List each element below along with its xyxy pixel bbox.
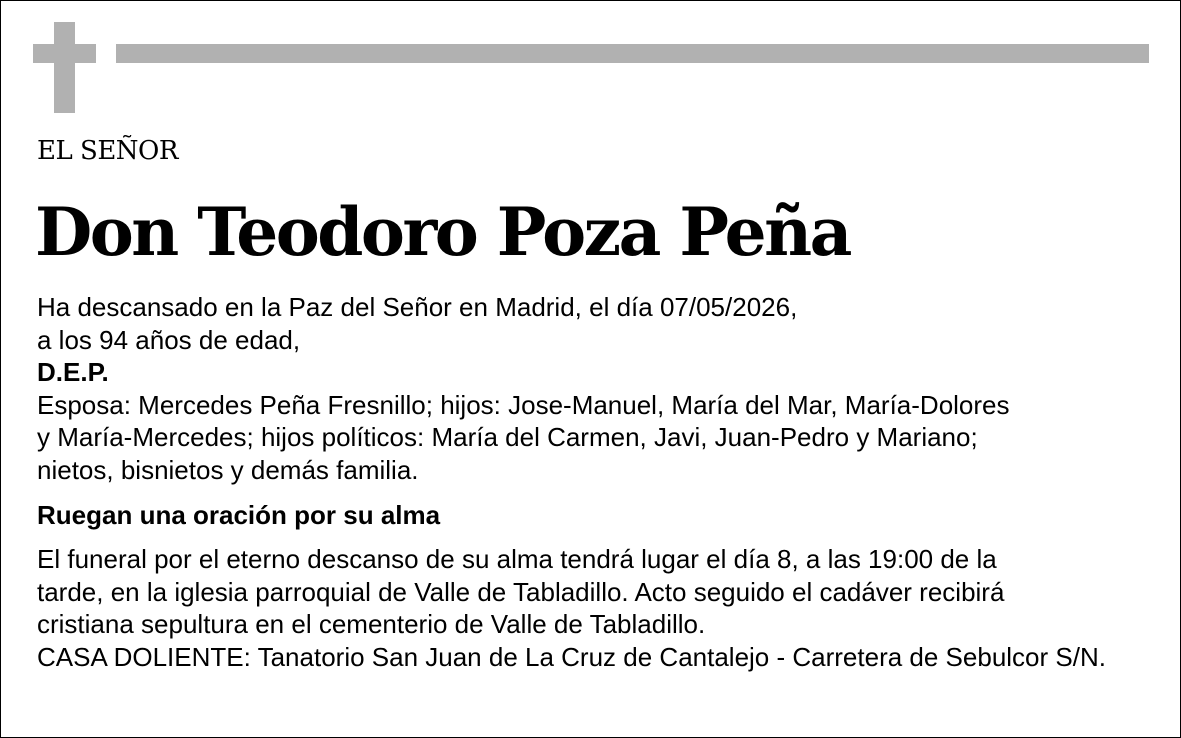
deceased-name: Don Teodoro Poza Peña bbox=[35, 193, 850, 271]
death-and-family-block bbox=[37, 291, 1010, 486]
casa-doliente-line: CASA DOLIENTE: Tanatorio San Juan de La Cruz de Cantalejo - Carretera de Sebulcor S/N. bbox=[37, 641, 1106, 672]
cross-horizontal-bar bbox=[33, 44, 96, 63]
prayer-request: Ruegan una oración por su alma bbox=[37, 500, 441, 530]
honorific-prefix: EL SEÑOR bbox=[37, 136, 178, 166]
death-place-date-line: Ha descansado en la Paz del Señor en Madrid, el día 07/05/2026, bbox=[37, 292, 798, 322]
funeral-line-2: tarde, en la iglesia parroquial de Valle de Tabladillo. Acto seguido el cadáver recibirá bbox=[37, 576, 1005, 607]
family-line-3: nietos, bisnietos y demás familia. bbox=[37, 454, 419, 485]
family-line-2: y María-Mercedes; hijos políticos: María del Carmen, Javi, Juan-Pedro y Mariano; bbox=[37, 422, 978, 452]
dep-label: D.E.P. bbox=[37, 357, 109, 387]
funeral-line-1: El funeral por el eterno descanso de su alma tendrá lugar el día 8, a las 19:00 de la bbox=[37, 544, 997, 574]
funeral-info-block bbox=[37, 543, 1106, 673]
age-line: a los 94 años de edad, bbox=[37, 324, 301, 355]
family-line-1: Esposa: Mercedes Peña Fresnillo; hijos: Jose-Manuel, María del Mar, María-Dolores bbox=[37, 389, 1010, 420]
header-rule bbox=[116, 44, 1149, 63]
cross-vertical-bar bbox=[54, 22, 75, 113]
funeral-line-3: cristiana sepultura en el cementerio de Valle de Tabladillo. bbox=[37, 609, 706, 639]
